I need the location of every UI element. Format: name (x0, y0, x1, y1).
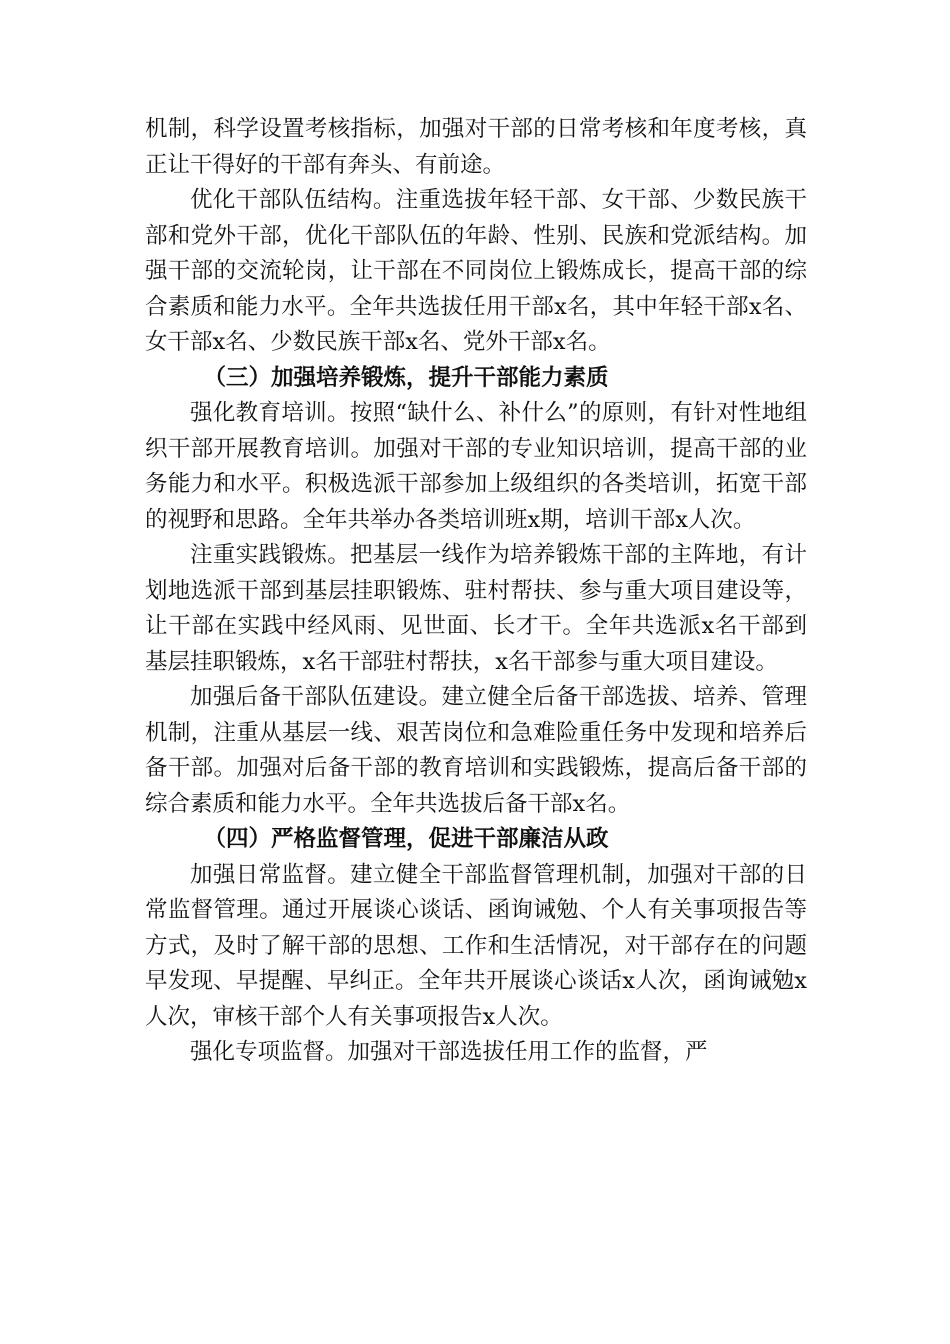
section-heading-4: （四）严格监督管理，促进干部廉洁从政 (203, 826, 609, 852)
paragraph-optimize-structure: 优化干部队伍结构。注重选拔年轻干部、女干部、少数民族干部和党外干部，优化干部队伍的年龄、性别、民族和党派结构。加强干部的交流轮岗，让干部在不同岗位上锻炼成长，提高干部的综合素质和能力水平。全年共选拔任用干部x名，其中年轻干部x名、女干部x名、少数民族干部x名、党外干部x名。 (145, 187, 807, 355)
document-body (145, 112, 807, 1071)
section-heading-3: （三）加强培养锻炼，提升干部能力素质 (203, 364, 609, 391)
paragraph-reserve-cadres: 加强后备干部队伍建设。建立健全后备干部选拔、培养、管理机制，注重从基层一线、艰苦岗位和急难险重任务中发现和培养后备干部。加强对后备干部的教育培训和实践锻炼，提高后备干部的综合素质和能力水平。全年共选拔后备干部x名。 (145, 684, 807, 817)
paragraph-cadre-assessment-cont: 机制，科学设置考核指标，加强对干部的日常考核和年度考核，真正让干得好的干部有奔头、有前途。 (145, 116, 807, 178)
paragraph-special-supervision: 强化专项监督。加强对干部选拔任用工作的监督，严 (190, 1039, 708, 1065)
paragraph-practice: 注重实践锻炼。把基层一线作为培养锻炼干部的主阵地，有计划地选派干部到基层挂职锻炼、驻村帮扶、参与重大项目建设等，让干部在实践中经风雨、见世面、长才干。全年共选派x名干部到基层挂职锻炼，x名干部驻村帮扶，x名干部参与重大项目建设。 (145, 542, 807, 675)
paragraph-education-training: 强化教育培训。按照“缺什么、补什么”的原则，有针对性地组织干部开展教育培训。加强对干部的专业知识培训，提高干部的业务能力和水平。积极选派干部参加上级组织的各类培训，拓宽干部的视野和思路。全年共举办各类培训班x期，培训干部x人次。 (145, 400, 807, 533)
paragraph-daily-supervision: 加强日常监督。建立健全干部监督管理机制，加强对干部的日常监督管理。通过开展谈心谈话、函询诫勉、个人有关事项报告等方式，及时了解干部的思想、工作和生活情况，对干部存在的问题早发现、早提醒、早纠正。全年共开展谈心谈话x人次，函询诫勉x人次，审核干部个人有关事项报告x人次。 (145, 861, 807, 1030)
